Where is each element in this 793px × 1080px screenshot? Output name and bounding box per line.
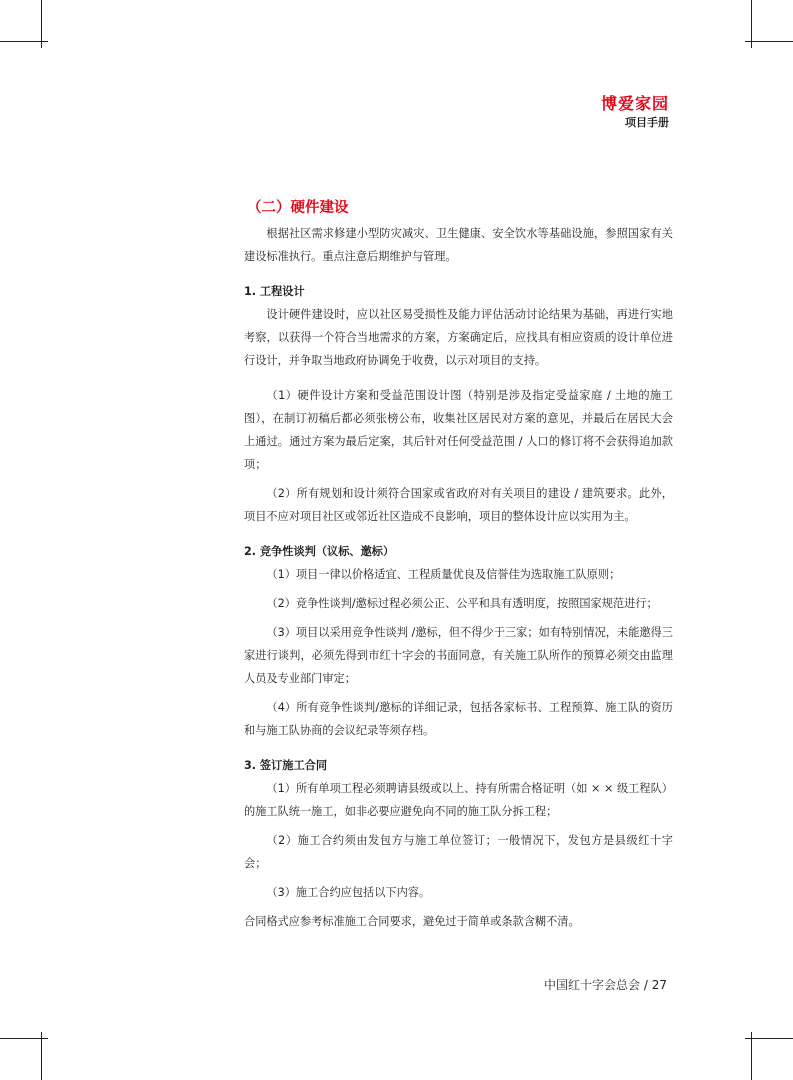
design-body: 设计硬件建设时，应以社区易受损性及能力评估活动讨论结果为基础，再进行实地考察，以获得一个符合当地需求的方案，方案确定后，应找具有相应资质的设计单位进行设计，并争取当地政府协调免于收费，以示对项目的支持。 [244,308,673,367]
design-item-2: （2）所有规划和设计须符合国家或省政府对有关项目的建设 / 建筑要求。此外，项目不应对项目社区或邻近社区造成不良影响，项目的整体设计应以实用为主。 [244,487,673,523]
bidding-item-3: （3）项目以采用竞争性谈判 /邀标，但不得少于三家；如有特别情况，未能邀得三家进行谈判，必须先得到市红十字会的书面同意，有关施工队所作的预算必须交由监理人员及专业部门审定； [244,626,673,685]
contract-note: 合同格式应参考标准施工合同要求，避免过于简单或条款含糊不清。 [244,915,580,928]
design-heading: 1. 工程设计 [244,285,305,298]
bidding-item-1: （1）项目一律以价格适宜、工程质量优良及信誉佳为选取施工队原则； [266,568,621,581]
contract-item-3: （3）施工合约应包括以下内容。 [266,886,431,899]
page-footer: 中国红十字会总会 / 27 [544,978,667,992]
bidding-item-2: （2）竞争性谈判/邀标过程必须公正、公平和具有透明度，按照国家规范进行； [266,597,658,610]
contract-item-1: （1）所有单项工程必须聘请县级或以上、持有所需合格证明（如 × × 级工程队）的施工队统一施工，如非必要应避免向不同的施工队分拆工程； [244,782,673,818]
brand-title: 博爱家园 [600,94,669,113]
main-content [244,195,673,933]
contract-heading: 3. 签订施工合同 [244,759,328,772]
contract-item-2: （2）施工合约须由发包方与施工单位签订；一般情况下，发包方是县级红十字会； [244,834,673,870]
bidding-item-4: （4）所有竞争性谈判/邀标的详细记录，包括各家标书、工程预算、施工队的资历和与施工队协商的会议纪录等须存档。 [244,701,673,737]
design-item-1: （1）硬件设计方案和受益范围设计图（特别是涉及指定受益家庭 / 土地的施工图），在制订初稿后都必须张榜公布，收集社区居民对方案的意见，并最后在居民大会上通过。通过方案为最后定案，其后针对任何受益范围 / 人口的修订将不会获得追加款项； [244,389,673,471]
bidding-heading: 2. 竞争性谈判（议标、邀标） [244,545,395,558]
section-intro: 根据社区需求修建小型防灾减灾、卫生健康、安全饮水等基础设施，参照国家有关建设标准执行。重点注意后期维护与管理。 [244,227,673,263]
brand-subtitle: 项目手册 [625,116,669,129]
running-header [601,94,669,131]
section-title: （二）硬件建设 [247,200,349,216]
